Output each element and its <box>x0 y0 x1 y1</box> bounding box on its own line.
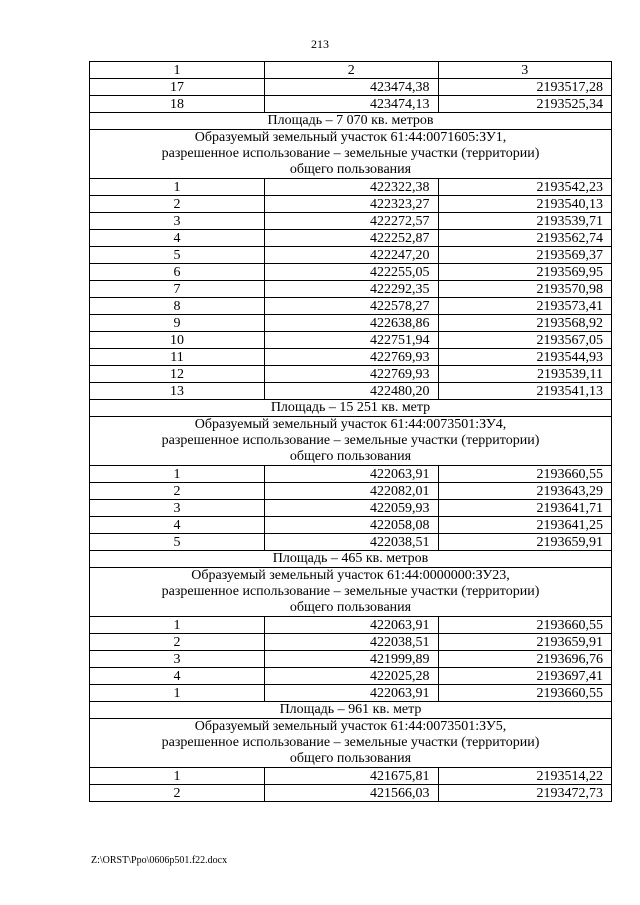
coordinate-x-cell: 422292,35 <box>265 281 439 298</box>
coordinate-x-cell: 422578,27 <box>265 298 439 315</box>
section-text-line: разрешенное использование – земельные участки (территории) <box>161 584 540 599</box>
coordinates-table-body <box>90 62 612 802</box>
point-number-cell: 1 <box>90 768 265 785</box>
coordinate-y-cell: 2193659,91 <box>438 534 612 551</box>
coordinate-x-cell: 422025,28 <box>265 668 439 685</box>
table-row <box>90 315 612 332</box>
coordinate-y-cell: 2193697,41 <box>438 668 612 685</box>
coordinate-y-cell: 2193539,11 <box>438 366 612 383</box>
table-row <box>90 383 612 400</box>
coordinate-x-cell: 422323,27 <box>265 196 439 213</box>
table-row <box>90 332 612 349</box>
point-number-cell: 6 <box>90 264 265 281</box>
section-text-line: общего пользования <box>289 449 412 464</box>
point-number-cell: 5 <box>90 534 265 551</box>
column-header: 1 <box>90 62 265 79</box>
coordinate-x-cell: 422255,05 <box>265 264 439 281</box>
table-row <box>90 534 612 551</box>
coordinate-y-cell: 2193567,05 <box>438 332 612 349</box>
coordinate-x-cell: 421566,03 <box>265 785 439 802</box>
point-number-cell: 1 <box>90 685 265 702</box>
coordinate-y-cell: 2193472,73 <box>438 785 612 802</box>
coordinate-x-cell: 422638,86 <box>265 315 439 332</box>
table-row <box>90 230 612 247</box>
coordinate-x-cell: 421675,81 <box>265 768 439 785</box>
coordinate-x-cell: 423474,13 <box>265 96 439 113</box>
coordinate-x-cell: 422058,08 <box>265 517 439 534</box>
table-row <box>90 366 612 383</box>
coordinate-y-cell: 2193570,98 <box>438 281 612 298</box>
coordinate-y-cell: 2193568,92 <box>438 315 612 332</box>
coordinate-y-cell: 2193659,91 <box>438 634 612 651</box>
column-header: 3 <box>438 62 612 79</box>
coordinate-y-cell: 2193660,55 <box>438 466 612 483</box>
coordinate-x-cell: 422769,93 <box>265 349 439 366</box>
point-number-cell: 3 <box>90 500 265 517</box>
section-text-cell <box>90 400 612 417</box>
table-row <box>90 79 612 96</box>
coordinate-y-cell: 2193660,55 <box>438 685 612 702</box>
point-number-cell: 13 <box>90 383 265 400</box>
table-row <box>90 500 612 517</box>
coordinate-y-cell: 2193517,28 <box>438 79 612 96</box>
coordinate-x-cell: 422038,51 <box>265 534 439 551</box>
section-text-line: разрешенное использование – земельные участки (территории) <box>161 735 540 750</box>
section-text-line: Площадь – 961 кв. метр <box>279 702 422 717</box>
table-header-row <box>90 62 612 79</box>
coordinate-y-cell: 2193660,55 <box>438 617 612 634</box>
table-row <box>90 634 612 651</box>
point-number-cell: 1 <box>90 466 265 483</box>
coordinate-y-cell: 2193525,34 <box>438 96 612 113</box>
coordinate-y-cell: 2193643,29 <box>438 483 612 500</box>
table-row <box>90 96 612 113</box>
table-row <box>90 264 612 281</box>
section-text-line: общего пользования <box>289 162 412 177</box>
point-number-cell: 3 <box>90 651 265 668</box>
section-text-line: общего пользования <box>289 600 412 615</box>
table-row <box>90 349 612 366</box>
table-row <box>90 483 612 500</box>
point-number-cell: 8 <box>90 298 265 315</box>
point-number-cell: 10 <box>90 332 265 349</box>
table-section-row <box>90 130 612 179</box>
section-text-cell <box>90 113 612 130</box>
point-number-cell: 1 <box>90 179 265 196</box>
coordinate-x-cell: 422322,38 <box>265 179 439 196</box>
coordinate-x-cell: 422751,94 <box>265 332 439 349</box>
column-header: 2 <box>265 62 439 79</box>
table-section-row <box>90 719 612 768</box>
coordinate-x-cell: 422272,57 <box>265 213 439 230</box>
footer-file-path: Z:\ORST\Ppo\0606p501.f22.docx <box>91 855 228 866</box>
coordinate-y-cell: 2193562,74 <box>438 230 612 247</box>
table-section-row <box>90 113 612 130</box>
coordinate-x-cell: 422769,93 <box>265 366 439 383</box>
coordinate-y-cell: 2193569,37 <box>438 247 612 264</box>
table-section-row <box>90 400 612 417</box>
section-text-line: Образуемый земельный участок 61:44:0071605:ЗУ1, <box>194 130 507 145</box>
coordinates-table <box>89 61 612 802</box>
table-row <box>90 785 612 802</box>
table-row <box>90 617 612 634</box>
table-section-row <box>90 702 612 719</box>
section-text-line: Площадь – 465 кв. метров <box>272 551 429 566</box>
coordinate-y-cell: 2193542,23 <box>438 179 612 196</box>
section-text-line: разрешенное использование – земельные участки (территории) <box>161 146 540 161</box>
coordinate-y-cell: 2193641,25 <box>438 517 612 534</box>
coordinate-x-cell: 422252,87 <box>265 230 439 247</box>
section-text-cell <box>90 551 612 568</box>
point-number-cell: 12 <box>90 366 265 383</box>
section-text-line: общего пользования <box>289 751 412 766</box>
point-number-cell: 7 <box>90 281 265 298</box>
table-section-row <box>90 417 612 466</box>
table-section-row <box>90 551 612 568</box>
point-number-cell: 2 <box>90 483 265 500</box>
table-row <box>90 668 612 685</box>
table-row <box>90 685 612 702</box>
coordinate-y-cell: 2193569,95 <box>438 264 612 281</box>
section-text-cell <box>90 568 612 617</box>
section-text-line: Площадь – 15 251 кв. метр <box>270 400 431 415</box>
coordinate-x-cell: 422247,20 <box>265 247 439 264</box>
table-section-row <box>90 568 612 617</box>
table-row <box>90 768 612 785</box>
coordinate-x-cell: 422038,51 <box>265 634 439 651</box>
point-number-cell: 4 <box>90 230 265 247</box>
coordinate-y-cell: 2193514,22 <box>438 768 612 785</box>
table-row <box>90 517 612 534</box>
section-text-cell <box>90 130 612 179</box>
section-text-line: Площадь – 7 070 кв. метров <box>267 113 434 128</box>
point-number-cell: 11 <box>90 349 265 366</box>
coordinate-y-cell: 2193573,41 <box>438 298 612 315</box>
coordinate-x-cell: 422082,01 <box>265 483 439 500</box>
point-number-cell: 1 <box>90 617 265 634</box>
section-text-cell <box>90 719 612 768</box>
point-number-cell: 4 <box>90 668 265 685</box>
point-number-cell: 2 <box>90 196 265 213</box>
point-number-cell: 5 <box>90 247 265 264</box>
section-text-cell <box>90 417 612 466</box>
point-number-cell: 3 <box>90 213 265 230</box>
table-row <box>90 298 612 315</box>
section-text-line: Образуемый земельный участок 61:44:0000000:ЗУ23, <box>191 568 510 583</box>
table-row <box>90 651 612 668</box>
coordinate-x-cell: 422063,91 <box>265 617 439 634</box>
point-number-cell: 17 <box>90 79 265 96</box>
table-row <box>90 247 612 264</box>
coordinate-y-cell: 2193541,13 <box>438 383 612 400</box>
table-row <box>90 466 612 483</box>
table-row <box>90 281 612 298</box>
point-number-cell: 18 <box>90 96 265 113</box>
coordinate-x-cell: 422059,93 <box>265 500 439 517</box>
section-text-line: разрешенное использование – земельные участки (территории) <box>161 433 540 448</box>
coordinate-y-cell: 2193641,71 <box>438 500 612 517</box>
coordinate-x-cell: 422063,91 <box>265 685 439 702</box>
coordinate-x-cell: 421999,89 <box>265 651 439 668</box>
coordinate-y-cell: 2193540,13 <box>438 196 612 213</box>
coordinate-x-cell: 423474,38 <box>265 79 439 96</box>
coordinate-x-cell: 422480,20 <box>265 383 439 400</box>
coordinate-y-cell: 2193544,93 <box>438 349 612 366</box>
table-row <box>90 179 612 196</box>
table-row <box>90 196 612 213</box>
coordinate-y-cell: 2193539,71 <box>438 213 612 230</box>
section-text-cell <box>90 702 612 719</box>
point-number-cell: 2 <box>90 634 265 651</box>
point-number-cell: 9 <box>90 315 265 332</box>
section-text-line: Образуемый земельный участок 61:44:0073501:ЗУ4, <box>194 417 507 432</box>
point-number-cell: 4 <box>90 517 265 534</box>
coordinate-x-cell: 422063,91 <box>265 466 439 483</box>
table-row <box>90 213 612 230</box>
section-text-line: Образуемый земельный участок 61:44:0073501:ЗУ5, <box>194 719 507 734</box>
page-number: 213 <box>311 37 329 51</box>
coordinate-y-cell: 2193696,76 <box>438 651 612 668</box>
point-number-cell: 2 <box>90 785 265 802</box>
